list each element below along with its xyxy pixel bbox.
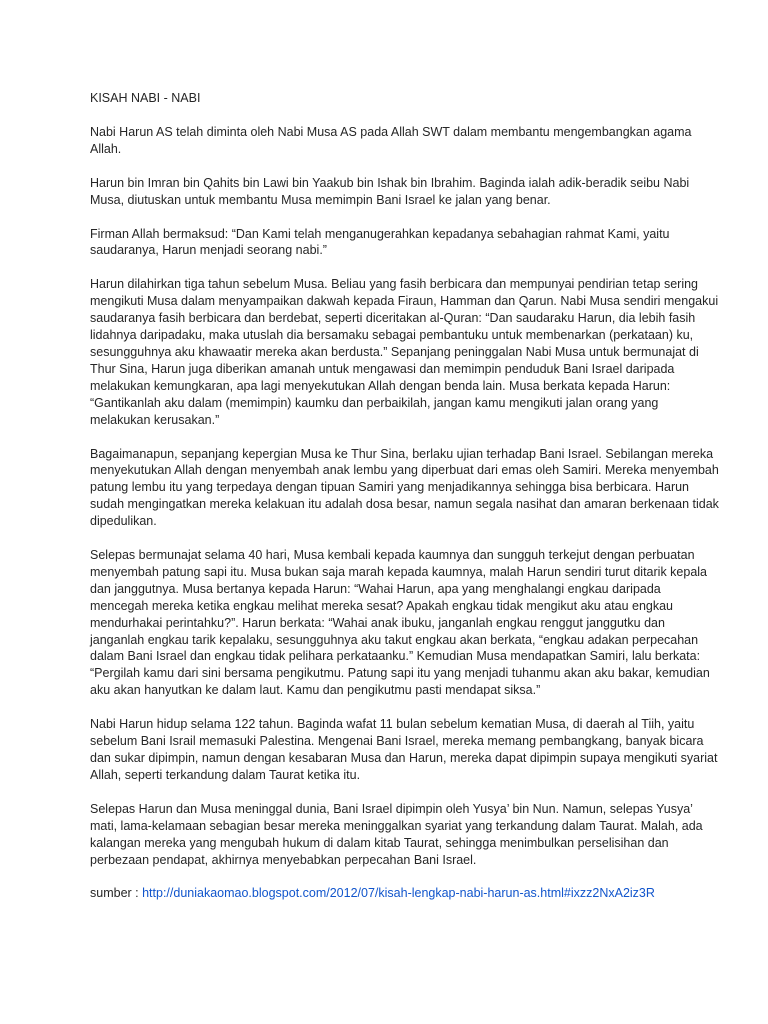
source-label: sumber : (90, 886, 143, 901)
source-link[interactable]: http://duniakaomao.blogspot.com/2012/07/kisah-lengkap-nabi-harun-as.html#ixzz2NxA2iz3R (142, 886, 655, 901)
paragraph-intro: Nabi Harun AS telah diminta oleh Nabi Musa AS pada Allah SWT dalam membantu mengembangkan agama Allah. (90, 124, 692, 156)
paragraph-death-of-harun: Nabi Harun hidup selama 122 tahun. Baginda wafat 11 bulan sebelum kematian Musa, di daerah al Tiih, yaitu sebelum Bani Israil memasuki Palestina. Mengenai Bani Israel, mereka memang pembangkang, banyak bicara dan sukar dipimpin, namun dengan kesabaran Musa dan Harun, mereka dapat dipimpin supaya mengikuti syariat Allah, seperti terkandung dalam Taurat ketika itu. (90, 717, 718, 782)
paragraph-trial: Bagaimanapun, sepanjang kepergian Musa ke Thur Sina, berlaku ujian terhadap Bani Israel. Sebilangan mereka menyekutukan Allah dengan menyembah anak lembu yang diperbuat dari emas oleh Samiri. Mereka menyembah patung lembu itu yang terpedaya dengan tipuan Samiri yang menjadikannya sehingga bisa berbicara. Harun sudah mengingatkan mereka kelakuan itu adalah dosa besar, namun segala nasihat dan amaran berkenaan tidak dipedulikan. (90, 446, 719, 529)
paragraph-birth-and-role: Harun dilahirkan tiga tahun sebelum Musa. Beliau yang fasih berbicara dan mempunyai pendirian tetap sering mengikuti Musa dalam menyampaikan dakwah kepada Firaun, Hamman dan Qarun. Nabi Musa sendiri mengakui saudaranya fasih berbicara dan berdebat, seperti diceritakan al-Quran: “Dan saudaraku Harun, dia lebih fasih lidahnya daripadaku, maka utuslah dia bersamaku sebagai pembantuku untuk membenarkan (perkataan) ku, sesungguhnya aku khawaatir mereka akan berdusta.” Sepanjang peninggalan Nabi Musa untuk bermunajat di Thur Sina, Harun juga diberikan amanah untuk mengawasi dan memimpin penduduk Bani Israel daripada melakukan kemungkaran, apa lagi menyekutukan Allah dengan benda lain. Musa berkata kepada Harun: “Gantikanlah aku dalam (memimpin) kaumku dan perbaikilah, jangan kamu mengikuti jalan orang yang melakukan kerusakan.” (90, 277, 719, 427)
source-line (90, 885, 720, 902)
paragraph-return-of-musa: Selepas bermunajat selama 40 hari, Musa kembali kepada kaumnya dan sungguh terkejut dengan perbuatan menyembah patung sapi itu. Musa bukan saja marah kepada kaumnya, malah Harun sendiri turut ditarik kepala dan janggutnya. Musa bertanya kepada Harun: “Wahai Harun, apa yang menghalangi engkau daripada mencegah mereka ketika engkau melihat mereka sesat? Apakah engkau tidak mengikut aku atau engkau mendurhakai perintahku?”. Harun berkata: “Wahai anak ibuku, janganlah engkau renggut janggutku dan janganlah engkau tarik kepalaku, sesungguhnya aku takut engkau akan berkata, “engkau adakan perpecahan dalam Bani Israel dan engkau tidak pelihara perkataanku.” Kemudian Musa mendapatkan Samiri, lalu berkata: “Pergilah kamu dari sini bersama pengikutmu. Patung sapi itu yang menjadi tuhanmu akan aku bakar, kemudian aku akan hanyutkan ke dalam laut. Kamu dan pengikutmu pasti mendapat siksa.” (90, 548, 710, 698)
paragraph-after-death: Selepas Harun dan Musa meninggal dunia, Bani Israel dipimpin oleh Yusya’ bin Nun. Namun, selepas Yusya’ mati, lama-kelamaan sebagian besar mereka meninggalkan syariat yang terkandung dalam Taurat. Malah, ada kalangan mereka yang mengubah hukum di dalam kitab Taurat, sehingga menimbulkan perselisihan dan perbezaan pendapat, akhirnya menyebabkan perpecahan Bani Israel. (90, 801, 703, 867)
paragraph-quran-verse: Firman Allah bermaksud: “Dan Kami telah menganugerahkan kepadanya sebahagian rahmat Kami, yaitu saudaranya, Harun menjadi seorang nabi.” (90, 226, 670, 258)
paragraph-lineage: Harun bin Imran bin Qahits bin Lawi bin Yaakub bin Ishak bin Ibrahim. Baginda ialah adik-beradik seibu Nabi Musa, diutuskan untuk membantu Musa memimpin Bani Israel ke jalan yang benar. (90, 175, 690, 207)
document-page (90, 90, 720, 919)
document-title: KISAH NABI - NABI (90, 91, 201, 105)
